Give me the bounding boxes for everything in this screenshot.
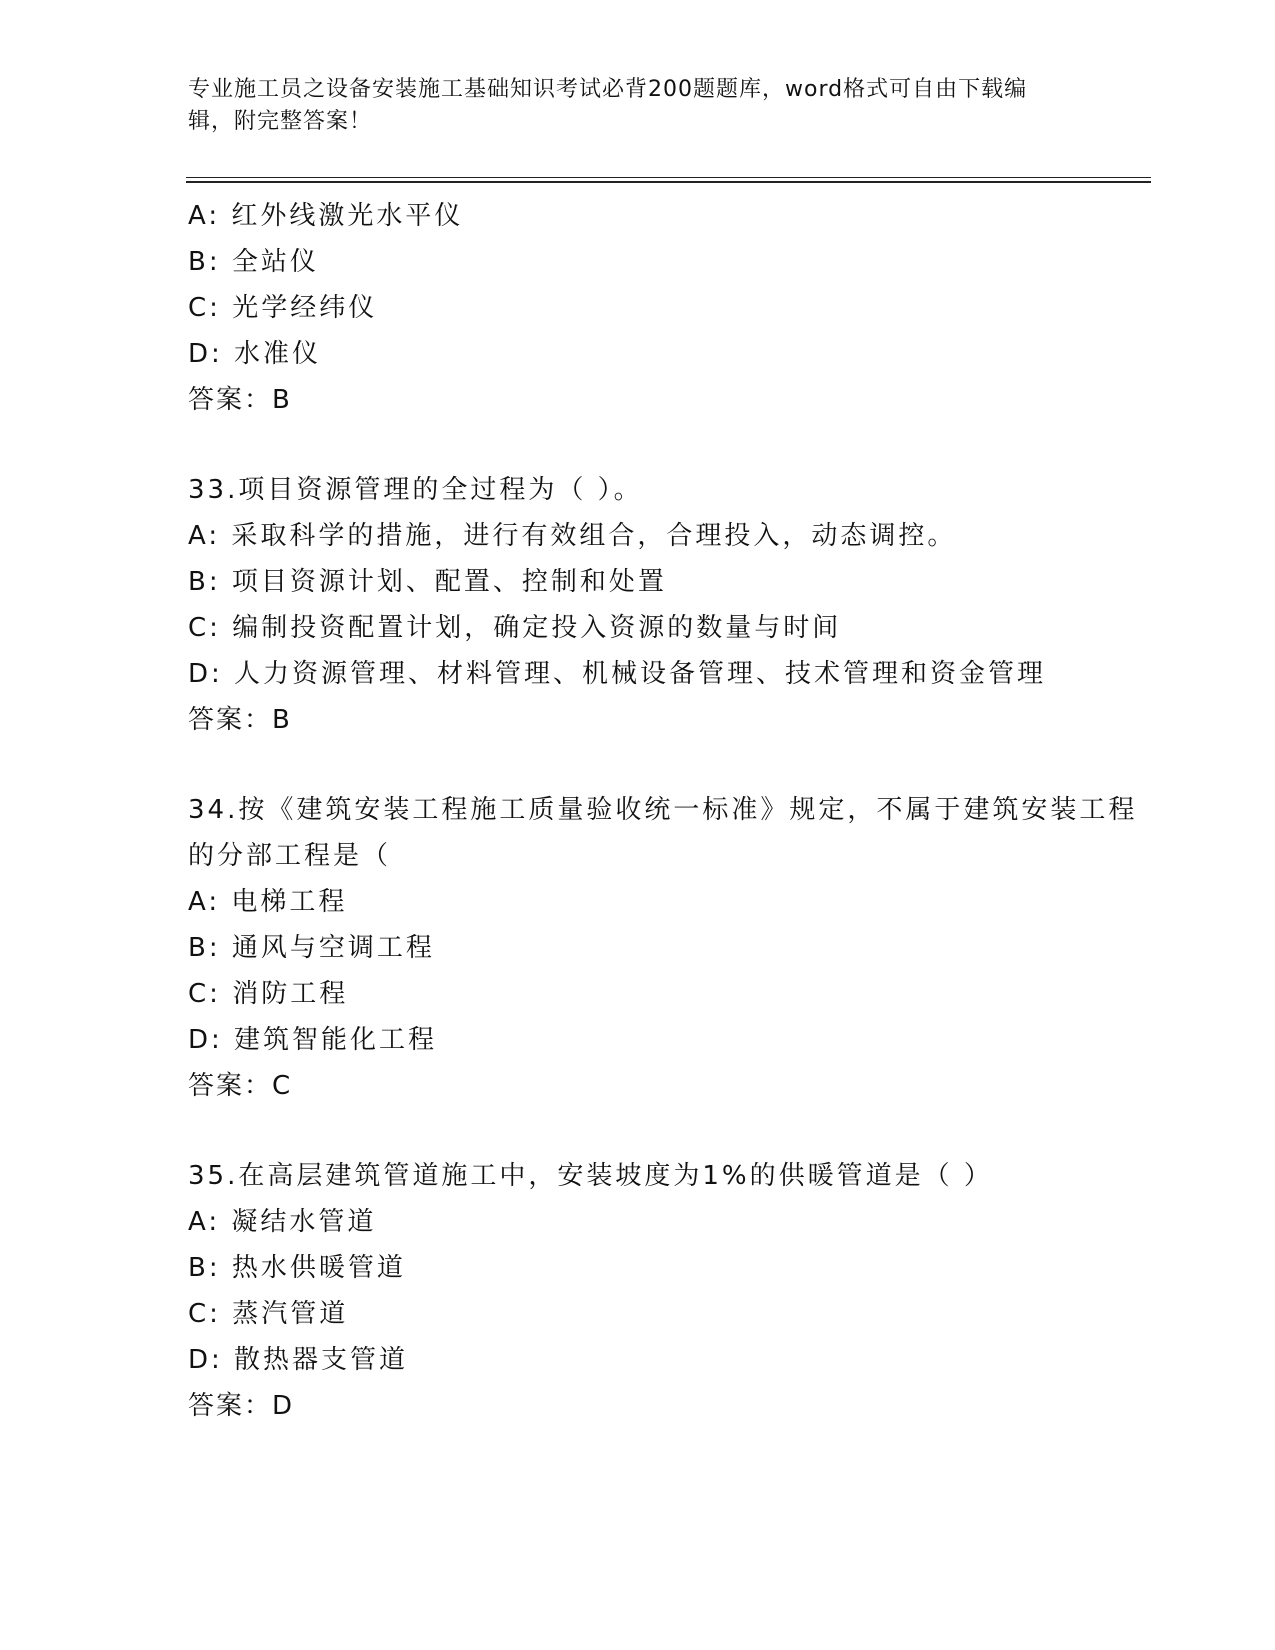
- option-d: [188, 331, 1148, 377]
- option-c: [188, 605, 1148, 651]
- option-text: 凝结水管道: [231, 1207, 377, 1237]
- answer-value: C: [272, 1071, 293, 1101]
- option-c: [188, 285, 1148, 331]
- option-letter: C:: [188, 293, 221, 323]
- question-33: [188, 467, 1148, 743]
- option-letter: B:: [188, 567, 221, 597]
- option-d: [188, 1337, 1148, 1383]
- question-list: [188, 193, 1148, 1429]
- question-text: [188, 467, 1148, 513]
- option-b: [188, 925, 1148, 971]
- option-letter: A:: [188, 201, 221, 231]
- option-text: 人力资源管理、材料管理、机械设备管理、技术管理和资金管理: [234, 659, 1047, 689]
- answer-label: 答案：: [188, 1071, 273, 1101]
- option-text: 全站仪: [231, 247, 319, 277]
- option-letter: A:: [188, 521, 221, 551]
- question-body: 项目资源管理的全过程为（ ）。: [238, 475, 643, 505]
- question-text: [188, 1153, 1148, 1199]
- option-text: 采取科学的措施，进行有效组合，合理投入，动态调控。: [231, 521, 957, 551]
- option-text: 项目资源计划、配置、控制和处置: [231, 567, 667, 597]
- option-text: 通风与空调工程: [231, 933, 435, 963]
- option-letter: D:: [188, 659, 223, 689]
- option-text: 消防工程: [232, 979, 349, 1009]
- option-letter: C:: [188, 613, 221, 643]
- answer-label: 答案：: [188, 705, 273, 735]
- option-text: 热水供暖管道: [231, 1253, 406, 1283]
- option-b: [188, 239, 1148, 285]
- answer-value: B: [272, 705, 292, 735]
- option-text: 光学经纬仪: [232, 293, 378, 323]
- option-letter: B:: [188, 247, 221, 277]
- question-35: [188, 1153, 1148, 1429]
- option-letter: A:: [188, 887, 221, 917]
- answer-line: [188, 1063, 1148, 1109]
- option-text: 水准仪: [234, 339, 322, 369]
- option-letter: C:: [188, 1299, 221, 1329]
- question-number: 34.: [188, 795, 239, 825]
- question-number: 35.: [188, 1161, 239, 1191]
- option-letter: C:: [188, 979, 221, 1009]
- header-rule-thin: [186, 177, 1151, 178]
- option-text: 建筑智能化工程: [234, 1025, 438, 1055]
- question-text: [188, 787, 1148, 879]
- option-letter: B:: [188, 933, 221, 963]
- option-text: 电梯工程: [231, 887, 348, 917]
- option-text: 蒸汽管道: [232, 1299, 349, 1329]
- option-c: [188, 1291, 1148, 1337]
- question-body: 在高层建筑管道施工中，安装坡度为1%的供暖管道是（ ）: [238, 1161, 993, 1191]
- answer-value: B: [272, 385, 292, 415]
- answer-label: 答案：: [188, 1391, 273, 1421]
- header-rule-thick: [186, 181, 1151, 183]
- question-32-continued: [188, 193, 1148, 423]
- option-b: [188, 1245, 1148, 1291]
- answer-label: 答案：: [188, 385, 273, 415]
- option-letter: D:: [188, 339, 223, 369]
- option-letter: D:: [188, 1025, 223, 1055]
- option-d: [188, 1017, 1148, 1063]
- answer-line: [188, 697, 1148, 743]
- option-a: [188, 513, 1148, 559]
- option-letter: B:: [188, 1253, 221, 1283]
- option-text: 散热器支管道: [234, 1345, 409, 1375]
- question-number: 33.: [188, 475, 239, 505]
- answer-value: D: [272, 1391, 295, 1421]
- option-a: [188, 1199, 1148, 1245]
- option-a: [188, 193, 1148, 239]
- answer-line: [188, 1383, 1148, 1429]
- option-letter: D:: [188, 1345, 223, 1375]
- question-34: [188, 787, 1148, 1109]
- option-a: [188, 879, 1148, 925]
- option-c: [188, 971, 1148, 1017]
- question-body: 按《建筑安装工程施工质量验收统一标准》规定，不属于建筑安装工程的分部工程是（: [188, 795, 1138, 871]
- document-header: 专业施工员之设备安装施工基础知识考试必背200题题库，word格式可自由下载编辑，附完整答案！: [188, 77, 1028, 134]
- option-letter: A:: [188, 1207, 221, 1237]
- option-text: 红外线激光水平仪: [231, 201, 464, 231]
- option-d: [188, 651, 1148, 697]
- option-b: [188, 559, 1148, 605]
- answer-line: [188, 377, 1148, 423]
- option-text: 编制投资配置计划，确定投入资源的数量与时间: [232, 613, 842, 643]
